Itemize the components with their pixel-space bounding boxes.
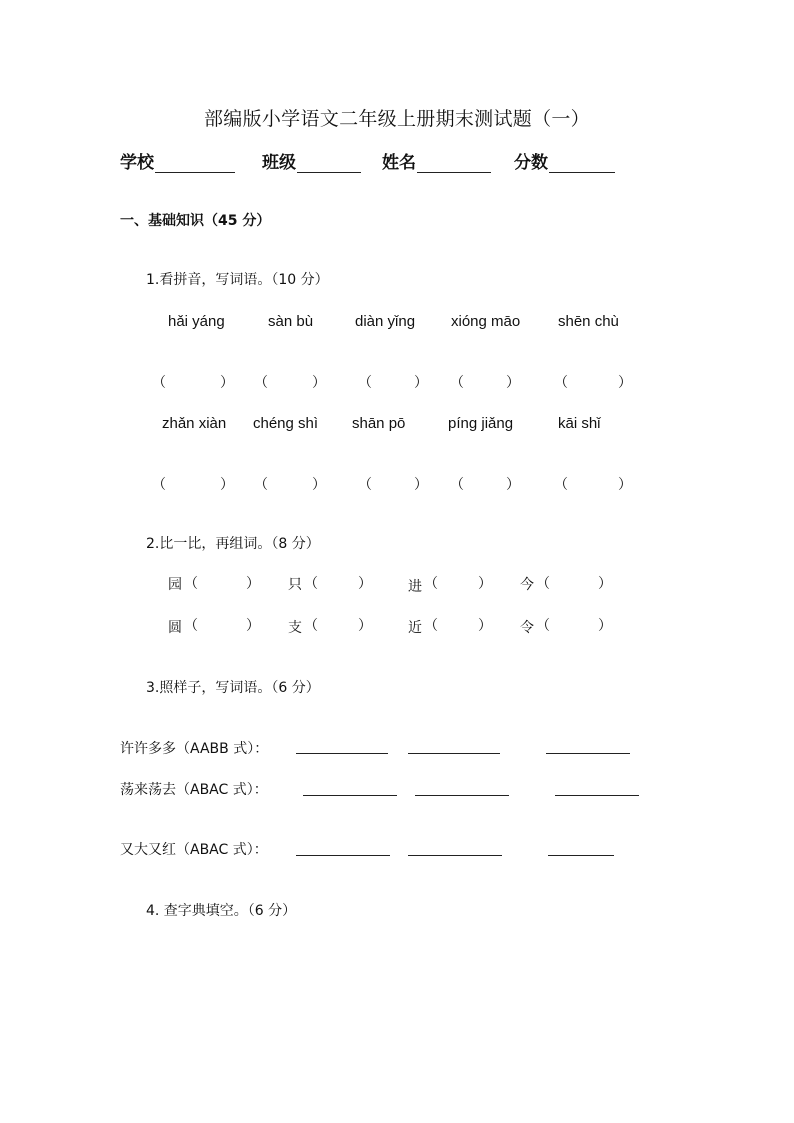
answer-line[interactable] — [408, 753, 500, 754]
pinyin-item: chéng shì — [253, 415, 319, 432]
answer-box[interactable] — [568, 472, 618, 494]
name-label: 姓名 — [382, 153, 416, 173]
answer-box[interactable] — [268, 370, 312, 392]
answer-paren-close: ） — [246, 576, 260, 592]
school-field[interactable] — [120, 148, 235, 173]
answer-paren-close: ） — [506, 477, 520, 493]
class-blank[interactable] — [297, 154, 361, 173]
answer-paren-close: ） — [220, 477, 234, 493]
example-pattern: 荡来荡去（ABAC 式）： — [120, 782, 268, 798]
answer-paren-close: ） — [312, 477, 326, 493]
answer-line[interactable] — [408, 855, 502, 856]
answer-paren-close: ） — [220, 375, 234, 391]
word-answer-box[interactable] — [550, 571, 598, 593]
answer-paren-close: ） — [414, 477, 428, 493]
pinyin-item: píng jiǎng — [448, 415, 514, 432]
answer-paren-open: （ — [304, 576, 318, 592]
question-2-prompt: 2.比一比，再组词。（8 分） — [146, 536, 320, 552]
page-title: 部编版小学语文二年级上册期末测试题（一） — [203, 108, 590, 130]
question-3-prompt: 3.照样子，写词语。（6 分） — [146, 680, 320, 696]
answer-line[interactable] — [555, 795, 639, 796]
class-field[interactable] — [262, 148, 361, 173]
answer-paren-open: （ — [554, 375, 568, 391]
answer-paren-close: ） — [618, 375, 632, 391]
answer-paren-close: ） — [618, 477, 632, 493]
answer-paren-close: ） — [246, 618, 260, 634]
question-1-prompt: 1.看拼音，写词语。（10 分） — [146, 272, 329, 288]
answer-paren-open: （ — [554, 477, 568, 493]
compare-char: 今 — [520, 577, 534, 593]
answer-paren-close: ） — [506, 375, 520, 391]
class-label: 班级 — [262, 153, 296, 173]
pinyin-item: hǎi yáng — [168, 313, 225, 330]
pinyin-item: xióng māo — [451, 313, 521, 330]
name-blank[interactable] — [417, 154, 491, 173]
example-pattern: 许许多多（AABB 式）： — [120, 741, 269, 757]
answer-line[interactable] — [296, 753, 388, 754]
answer-box[interactable] — [166, 370, 220, 392]
answer-paren-open: （ — [304, 618, 318, 634]
answer-paren-open: （ — [424, 618, 438, 634]
answer-paren-close: ） — [414, 375, 428, 391]
answer-line[interactable] — [548, 855, 614, 856]
answer-box[interactable] — [568, 370, 618, 392]
word-answer-box[interactable] — [198, 571, 246, 593]
answer-paren-open: （ — [358, 375, 372, 391]
pinyin-item: diàn yǐng — [355, 313, 416, 330]
example-pattern: 又大又红（ABAC 式）： — [120, 842, 268, 858]
compare-char: 园 — [168, 577, 182, 593]
compare-char: 圆 — [168, 620, 182, 636]
answer-paren-open: （ — [184, 618, 198, 634]
answer-box[interactable] — [372, 370, 414, 392]
answer-box[interactable] — [464, 472, 506, 494]
compare-char: 近 — [408, 620, 422, 636]
answer-box[interactable] — [166, 472, 220, 494]
question-4-prompt: 4. 查字典填空。（6 分） — [146, 903, 297, 919]
school-blank[interactable] — [155, 154, 235, 173]
answer-paren-open: （ — [152, 375, 166, 391]
answer-paren-close: ） — [358, 618, 372, 634]
answer-box[interactable] — [372, 472, 414, 494]
answer-paren-close: ） — [478, 618, 492, 634]
answer-paren-open: （ — [152, 477, 166, 493]
compare-char: 令 — [520, 620, 534, 636]
answer-paren-close: ） — [478, 576, 492, 592]
answer-paren-open: （ — [254, 477, 268, 493]
section-heading: 一、基础知识（45 分） — [120, 213, 271, 229]
answer-paren-close: ） — [598, 618, 612, 634]
answer-line[interactable] — [415, 795, 509, 796]
name-field[interactable] — [382, 148, 491, 173]
school-label: 学校 — [120, 153, 154, 173]
pinyin-item: kāi shǐ — [558, 415, 601, 432]
word-answer-box[interactable] — [438, 571, 478, 593]
answer-paren-open: （ — [424, 576, 438, 592]
answer-paren-open: （ — [184, 576, 198, 592]
answer-paren-open: （ — [536, 618, 550, 634]
answer-paren-close: ） — [598, 576, 612, 592]
compare-char: 支 — [288, 620, 302, 636]
answer-paren-close: ） — [312, 375, 326, 391]
score-field[interactable] — [514, 148, 615, 173]
pinyin-item: shān pō — [352, 415, 406, 432]
answer-paren-open: （ — [450, 375, 464, 391]
pinyin-item: shēn chù — [558, 313, 619, 330]
word-answer-box[interactable] — [318, 613, 358, 635]
answer-line[interactable] — [546, 753, 630, 754]
compare-char: 进 — [408, 579, 422, 595]
word-answer-box[interactable] — [198, 613, 246, 635]
answer-box[interactable] — [464, 370, 506, 392]
pinyin-item: zhǎn xiàn — [162, 415, 227, 432]
answer-line[interactable] — [303, 795, 397, 796]
score-blank[interactable] — [549, 154, 615, 173]
word-answer-box[interactable] — [438, 613, 478, 635]
answer-paren-open: （ — [536, 576, 550, 592]
word-answer-box[interactable] — [550, 613, 598, 635]
answer-line[interactable] — [296, 855, 390, 856]
answer-box[interactable] — [268, 472, 312, 494]
pinyin-item: sàn bù — [268, 313, 314, 330]
score-label: 分数 — [514, 153, 548, 173]
answer-paren-open: （ — [254, 375, 268, 391]
answer-paren-open: （ — [450, 477, 464, 493]
answer-paren-open: （ — [358, 477, 372, 493]
answer-paren-close: ） — [358, 576, 372, 592]
compare-char: 只 — [288, 577, 302, 593]
word-answer-box[interactable] — [318, 571, 358, 593]
